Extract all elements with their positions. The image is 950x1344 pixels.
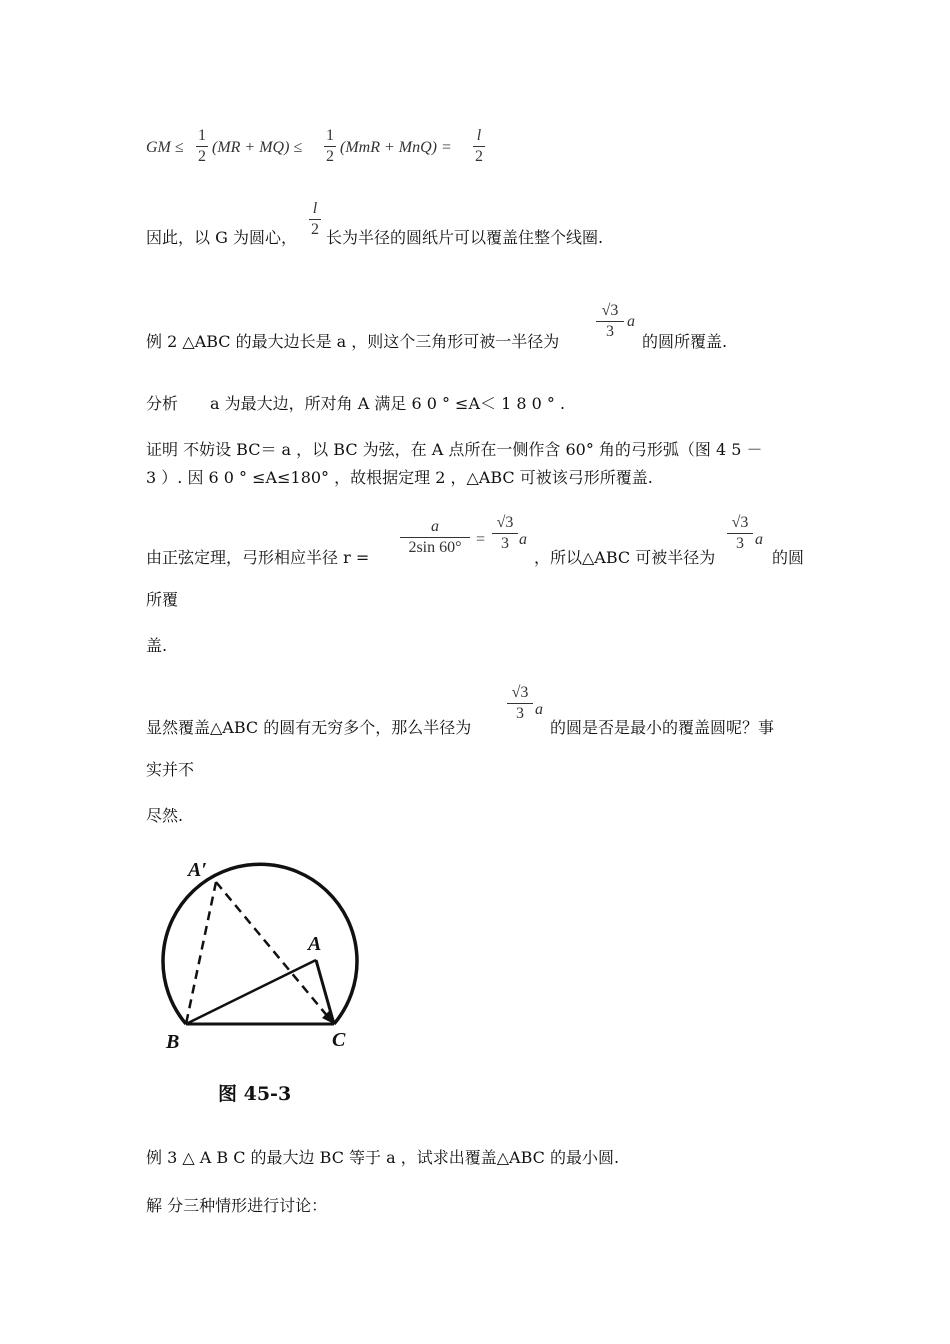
example2-var: a <box>627 313 635 330</box>
sine-before: 由正弦定理，弓形相应半径 r = <box>146 548 370 567</box>
para1-fraction: l 2 <box>311 200 319 238</box>
min-line-3: 尽然. <box>146 806 184 825</box>
formula-l-over-2: l 2 <box>475 127 483 165</box>
label-b: B <box>166 1031 180 1053</box>
sine-after: 的圆 <box>772 548 805 567</box>
min-var: a <box>535 701 543 718</box>
proof-line-2: 3 ）. 因 6 0 ° ≤A≤180° ，故根据定理 2 ，△ABC 可被该弓形所覆盖. <box>146 468 653 487</box>
formula-part-2: (MmR + MnQ) = <box>340 139 452 156</box>
example2-before: 例 2 △ABC 的最大边长是 a ，则这个三角形可被一半径为 <box>146 332 560 351</box>
solution-line: 解 分三种情形进行讨论： <box>146 1196 328 1215</box>
para1-after: 长为半径的圆纸片可以覆盖住整个线圈. <box>326 228 604 247</box>
label-a-prime: A′ <box>188 859 207 881</box>
sine-var-1: a <box>519 531 527 548</box>
para1-before: 因此，以 G 为圆心， <box>146 228 297 247</box>
min-before: 显然覆盖△ABC 的圆有无穷多个，那么半径为 <box>146 718 472 737</box>
formula-half-1: 1 2 <box>198 127 206 165</box>
formula-part-1: (MR + MQ) ≤ <box>212 139 303 156</box>
segment-a-prime-b <box>186 882 216 1024</box>
proof-line-1: 证明 不妨设 BC＝ a ，以 BC 为弦，在 A 点所在一侧作含 60° 角的弓形弧（图 4 5 － <box>146 440 763 459</box>
formula-gm-lhs: GM ≤ <box>146 139 184 156</box>
analysis-line: 分析 a 为最大边，所对角 A 满足 6 0 ° ≤A＜ 1 8 0 ° . <box>146 394 566 413</box>
example-3: 例 3 △ A B C 的最大边 BC 等于 a ，试求出覆盖△ABC 的最小圆. <box>146 1148 620 1167</box>
min-line-2: 实并不 <box>146 760 195 779</box>
min-fraction: √3 3 <box>507 684 533 723</box>
sine-mid: ，所以△ABC 可被半径为 <box>534 548 716 567</box>
formula-half-2: 1 2 <box>326 127 334 165</box>
figure-drawing <box>150 850 380 1110</box>
sine-line-3: 盖. <box>146 636 168 655</box>
min-after: 的圆是否是最小的覆盖圆呢？事 <box>550 718 775 737</box>
figure-caption: 图 45-3 <box>218 1083 292 1105</box>
sine-line-2: 所覆 <box>146 590 179 609</box>
label-c: C <box>332 1029 346 1051</box>
label-a: A <box>308 933 322 955</box>
figure-45-3 <box>150 850 380 1110</box>
sine-fraction-1: a 2sin 60° <box>400 518 470 557</box>
example2-fraction: √3 3 <box>596 302 624 341</box>
segment-ba <box>186 960 316 1024</box>
sine-var-2: a <box>755 531 763 548</box>
sine-fraction-2: √3 3 <box>492 514 518 553</box>
sine-fraction-3: √3 3 <box>727 514 753 553</box>
sine-equals: = <box>475 531 486 548</box>
example2-after: 的圆所覆盖. <box>642 332 728 351</box>
